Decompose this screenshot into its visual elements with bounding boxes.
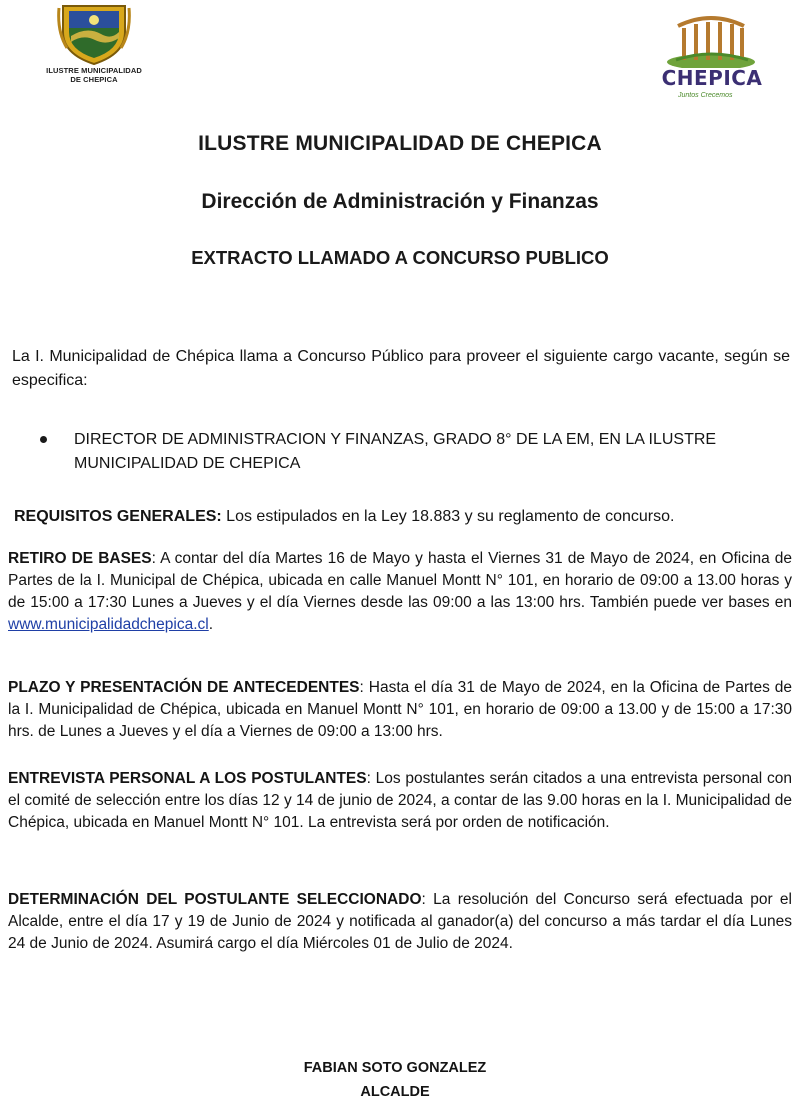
brand-name: CHEPICA [661, 66, 763, 90]
municipality-shield-logo [36, 2, 152, 84]
bases-end: . [208, 616, 214, 633]
shield-emblem-icon [57, 2, 131, 66]
bases-section [8, 548, 792, 636]
selection-section [8, 889, 792, 955]
municipality-website-link[interactable]: www.municipalidadchepica.cl [8, 616, 209, 633]
interview-label: ENTREVISTA PERSONAL A LOS POSTULANTES [8, 770, 367, 787]
bullet-icon [40, 436, 47, 443]
deadline-section [8, 677, 792, 743]
requirements-section [14, 506, 798, 528]
bases-label: RETIRO DE BASES [8, 550, 152, 567]
requirements-text: Los estipulados en la Ley 18.883 y su reglamento de concurso. [221, 508, 675, 525]
interview-text: : Los postulantes serán citados a una entrevista personal con el comité de selección entre los días 12 y 14 de junio de 2024, a contar de las 9.00 horas en la I. Municipalidad de Chépica, ubicada en Manuel Montt N° 101. La entrevista será por orden de notificación. [8, 770, 792, 831]
signatory-title: ALCALDE [360, 1084, 430, 1100]
selection-label: DETERMINACIÓN DEL POSTULANTE SELECCIONADO [8, 891, 422, 908]
logo-caption-line2: DE CHEPICA [70, 75, 118, 84]
bases-text: : A contar del día Martes 16 de Mayo y hasta el Viernes 31 de Mayo de 2024, en Oficina de Partes de la I. Municipal de Chépica, ubicada en calle Manuel Montt N° 101, en horario de 09:00 a 13.00 horas y de 15:00 a 17:30 Lunes a Jueves y el día Viernes desde las 09:00 a las 13:00 hrs. También puede ver bases en [8, 550, 792, 611]
institution-heading: ILUSTRE MUNICIPALIDAD DE CHEPICA [198, 132, 602, 155]
requirements-label: REQUISITOS GENERALES: [14, 508, 222, 525]
document-title: EXTRACTO LLAMADO A CONCURSO PUBLICO [191, 247, 609, 268]
interview-section [8, 768, 792, 834]
department-heading: Dirección de Administración y Finanzas [201, 190, 599, 213]
signatory-name: FABIAN SOTO GONZALEZ [303, 1060, 487, 1076]
position-text: DIRECTOR DE ADMINISTRACION Y FINANZAS, GRADO 8° DE LA EM, EN LA ILUSTRE MUNICIPALIDAD DE CHEPICA [74, 431, 717, 472]
pergola-arch-icon [656, 8, 766, 68]
deadline-label: PLAZO Y PRESENTACIÓN DE ANTECEDENTES [8, 679, 360, 696]
brand-tagline: Juntos Crecemos [678, 92, 733, 99]
deadline-text: : Hasta el día 31 de Mayo de 2024, en la Oficina de Partes de la I. Municipalidad de Chépica, ubicada en Manuel Montt N° 101, en horario de 09:00 a 13.00 y de 15:00 a 17:30 hrs. de Lunes a Jueves y el día a Viernes de 09:00 a 13:00 hrs. [8, 679, 792, 740]
intro-paragraph: La I. Municipalidad de Chépica llama a Concurso Público para proveer el siguiente cargo vacante, según se especifica: [12, 348, 790, 389]
logo-caption-line1: ILUSTRE MUNICIPALIDAD [46, 66, 142, 75]
selection-text: : La resolución del Concurso será efectuada por el Alcalde, entre el día 17 y 19 de Junio de 2024 y notificada al ganador(a) del concurso a más tardar el día Lunes 24 de Junio de 2024. Asumirá cargo el día Miércoles 01 de Julio de 2024. [8, 891, 792, 952]
